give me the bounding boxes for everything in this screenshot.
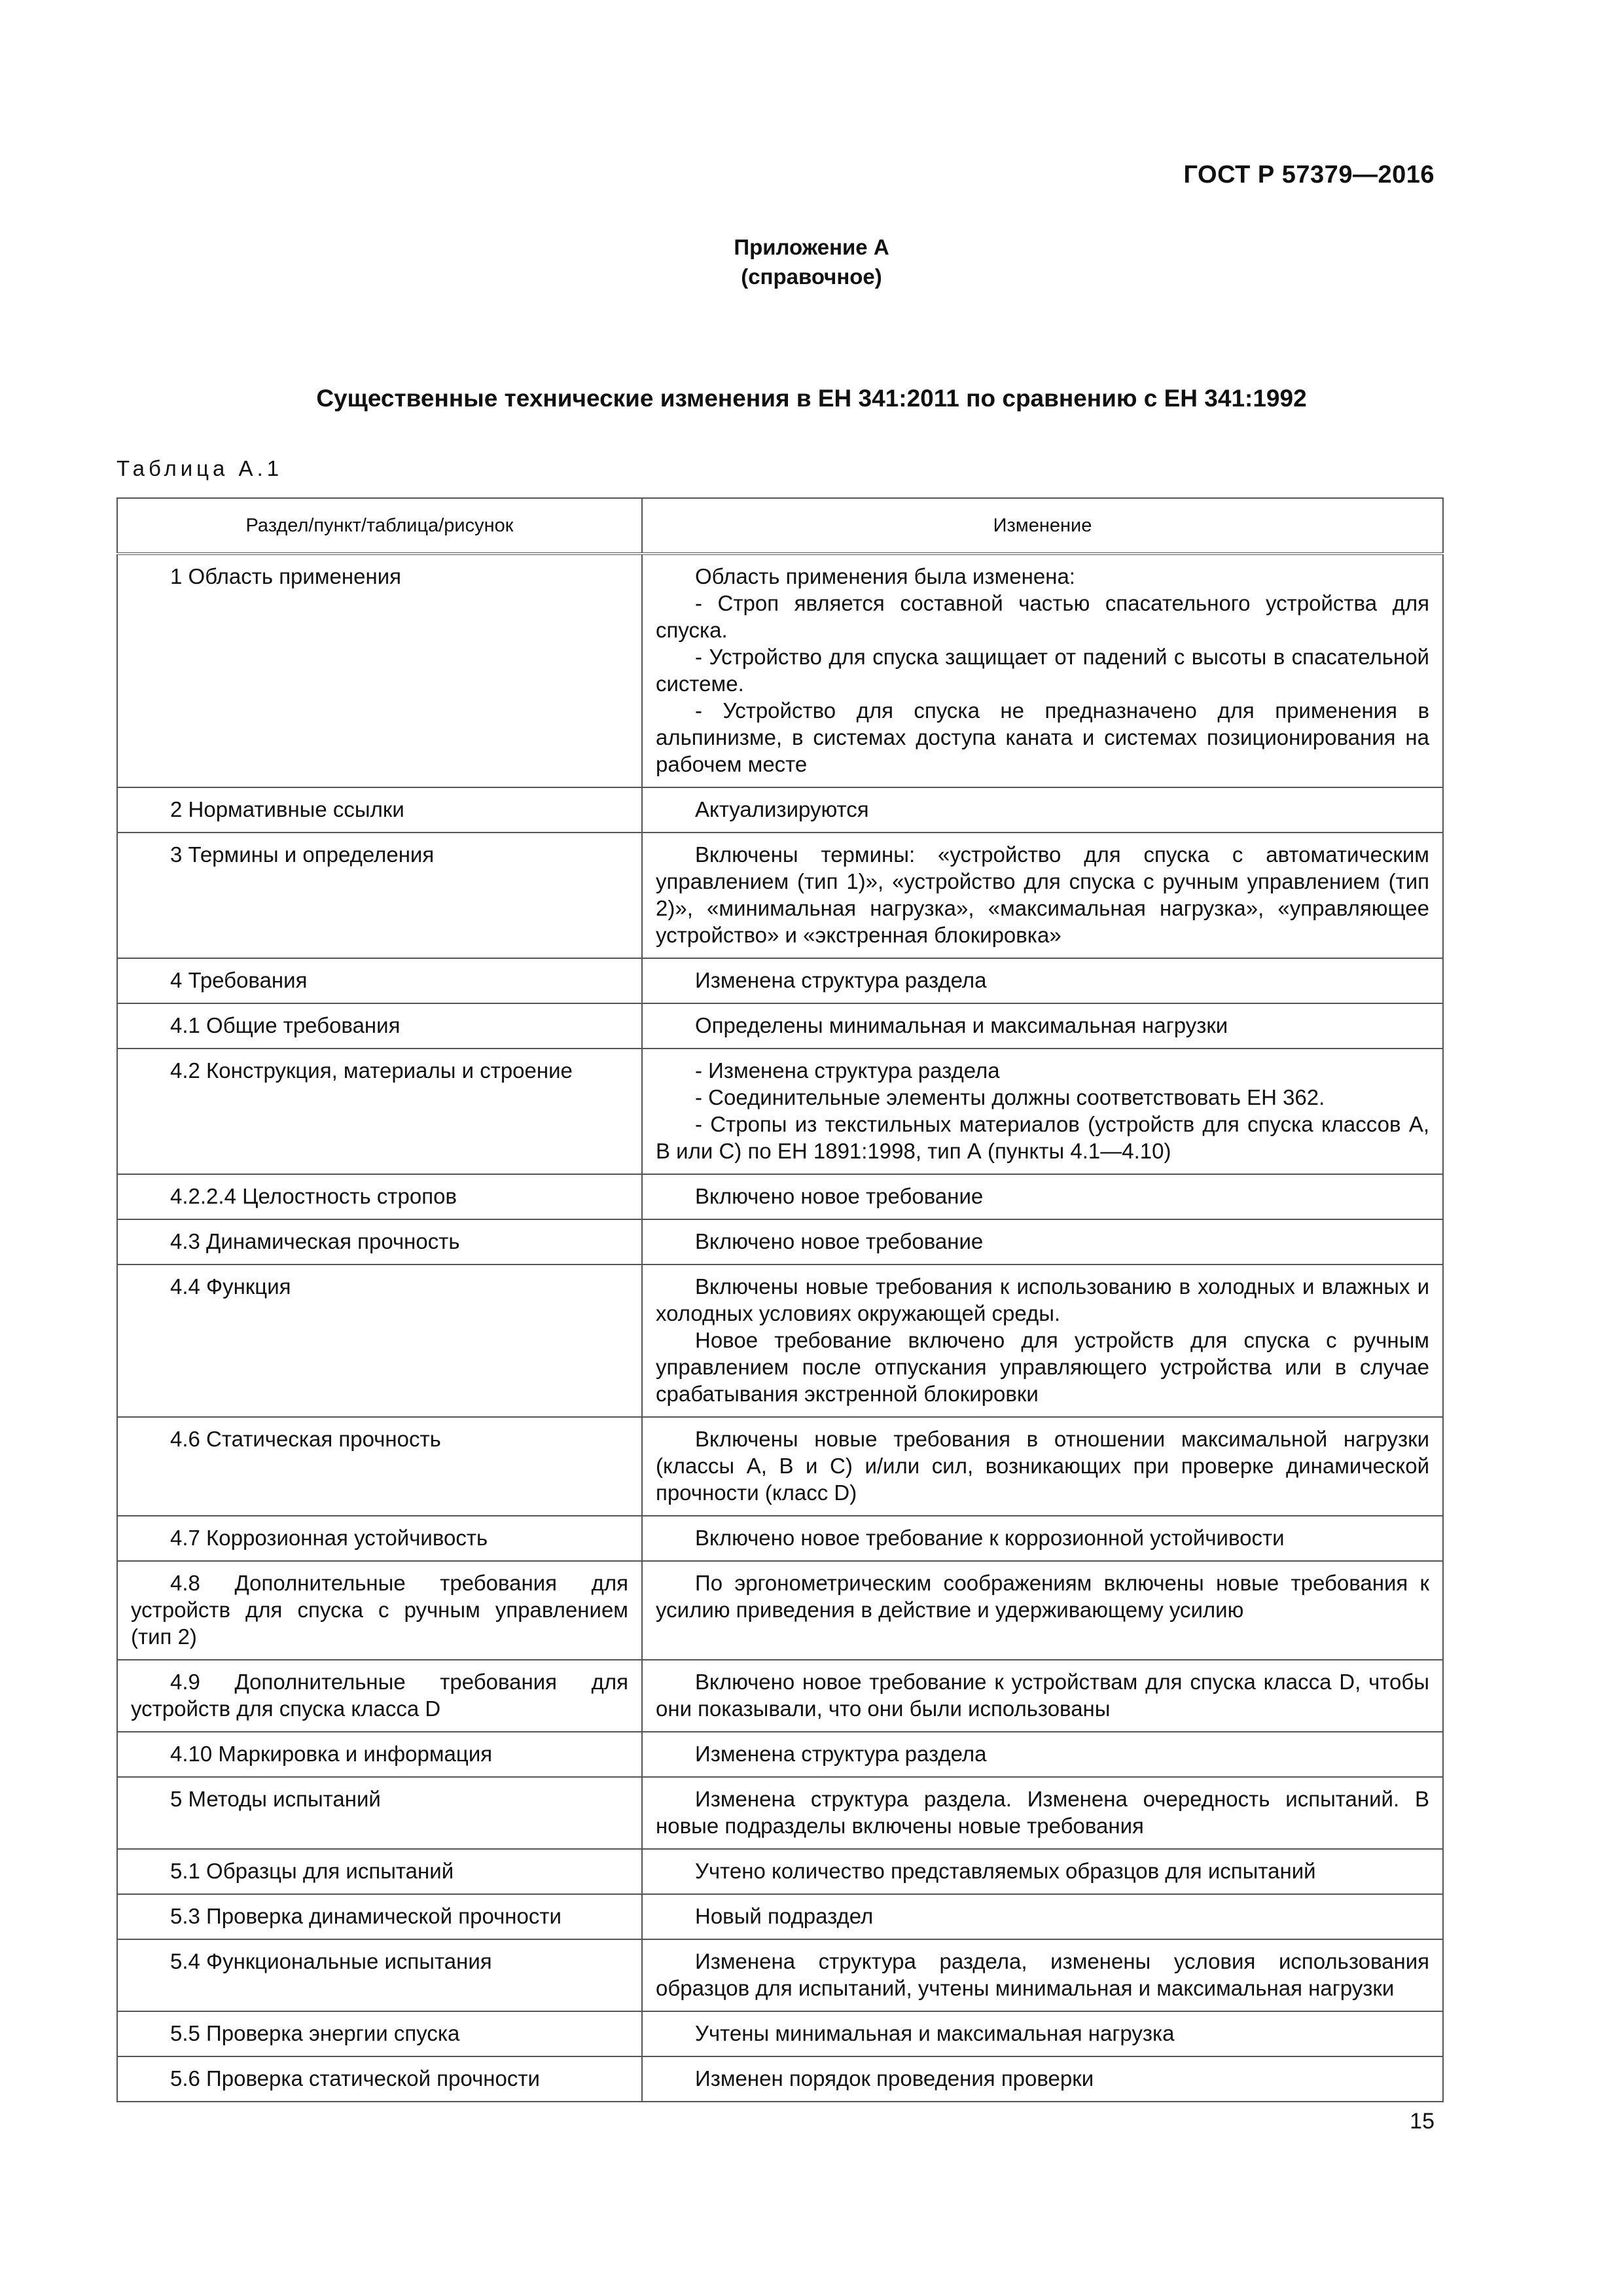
change-cell	[642, 1777, 1443, 1849]
change-cell	[642, 1894, 1443, 1939]
changes-table	[116, 497, 1444, 2102]
change-text: Включено новое требование к коррозионной устойчивости	[695, 1526, 1285, 1550]
change-cell	[642, 1049, 1443, 1174]
table-caption: Таблица А.1	[116, 456, 283, 480]
table-row	[117, 1660, 1443, 1732]
section-cell: 4 Требования	[117, 958, 642, 1003]
section-cell: 4.3 Динамическая прочность	[117, 1219, 642, 1265]
change-text: Включено новое требование	[695, 1184, 984, 1208]
table-row	[117, 1849, 1443, 1894]
change-text: Определены минимальная и максимальная нагрузки	[695, 1013, 1228, 1037]
section-cell: 5.4 Функциональные испытания	[117, 1939, 642, 2011]
change-cell	[642, 958, 1443, 1003]
change-text: Изменена структура раздела	[695, 968, 987, 992]
change-cell	[642, 1265, 1443, 1417]
table-header-row	[117, 498, 1443, 554]
table-row	[117, 1939, 1443, 2011]
section-cell: 4.9 Дополнительные требования для устройств для спуска класса D	[117, 1660, 642, 1732]
table-row	[117, 1777, 1443, 1849]
change-text: Область применения была изменена:	[695, 564, 1075, 588]
annex-subtitle: (справочное)	[741, 264, 882, 289]
change-cell	[642, 1174, 1443, 1219]
page-title: Существенные технические изменения в ЕН 341:2011 по сравнению с ЕН 341:1992	[316, 385, 1307, 412]
table-row	[117, 787, 1443, 833]
change-cell	[642, 833, 1443, 958]
change-text: - Соединительные элементы должны соответствовать ЕН 362.	[695, 1085, 1325, 1109]
change-text: Актуализируются	[695, 797, 869, 821]
change-text: - Строп является составной частью спасательного устройства для спуска.	[656, 591, 1429, 642]
table-row	[117, 2056, 1443, 2102]
section-cell: 4.10 Маркировка и информация	[117, 1732, 642, 1777]
change-cell	[642, 1219, 1443, 1265]
change-text: Включено новое требование к устройствам для спуска класса D, чтобы они показывали, что они были использованы	[656, 1670, 1429, 1721]
change-cell	[642, 1732, 1443, 1777]
section-cell: 4.8 Дополнительные требования для устройств для спуска с ручным управлением (тип 2)	[117, 1561, 642, 1660]
annex-heading	[0, 232, 1623, 291]
change-text: - Изменена структура раздела	[695, 1058, 1000, 1083]
section-cell: 4.1 Общие требования	[117, 1003, 642, 1049]
section-cell: 5.6 Проверка статической прочности	[117, 2056, 642, 2102]
table-row	[117, 1265, 1443, 1417]
change-text: Новый подраздел	[695, 1904, 874, 1928]
page-number: 15	[1410, 2109, 1435, 2134]
change-text: Изменен порядок проведения проверки	[695, 2066, 1094, 2090]
change-cell	[642, 1003, 1443, 1049]
table-row	[117, 1417, 1443, 1516]
section-cell: 3 Термины и определения	[117, 833, 642, 958]
document-id: ГОСТ Р 57379—2016	[1183, 161, 1435, 188]
change-text: Включено новое требование	[695, 1229, 984, 1253]
change-text: Учтено количество представляемых образцов для испытаний	[695, 1859, 1316, 1883]
table-row	[117, 1732, 1443, 1777]
header-change: Изменение	[642, 498, 1443, 554]
change-cell	[642, 1561, 1443, 1660]
section-cell: 5 Методы испытаний	[117, 1777, 642, 1849]
change-text: Учтены минимальная и максимальная нагрузка	[695, 2021, 1175, 2045]
change-text: Включены новые требования к использованию в холодных и влажных и холодных условиях окружающей среды.	[656, 1274, 1429, 1325]
annex-title: Приложение А	[734, 235, 889, 259]
change-cell	[642, 1417, 1443, 1516]
change-cell	[642, 554, 1443, 787]
table-row	[117, 1003, 1443, 1049]
section-cell: 4.2.2.4 Целостность стропов	[117, 1174, 642, 1219]
table-body	[117, 554, 1443, 2102]
section-cell: 2 Нормативные ссылки	[117, 787, 642, 833]
section-cell: 5.5 Проверка энергии спуска	[117, 2011, 642, 2056]
header-section: Раздел/пункт/таблица/рисунок	[117, 498, 642, 554]
change-cell	[642, 1660, 1443, 1732]
table-row	[117, 1894, 1443, 1939]
section-cell: 4.4 Функция	[117, 1265, 642, 1417]
change-text: Изменена структура раздела, изменены условия использования образцов для испытаний, учтены минимальная и максимальная нагрузки	[656, 1949, 1429, 2000]
section-cell: 4.7 Коррозионная устойчивость	[117, 1516, 642, 1561]
change-text: Включены термины: «устройство для спуска с автоматическим управлением (тип 1)», «устройство для спуска с ручным управлением (тип 2)», «минимальная нагрузка», «максимальная нагрузка», «управляющее устройство» и «экстренная блокировка»	[656, 842, 1429, 947]
change-text: Изменена структура раздела	[695, 1742, 987, 1766]
change-text: - Устройство для спуска защищает от падений с высоты в спасательной системе.	[656, 645, 1429, 696]
table-row	[117, 554, 1443, 787]
change-cell	[642, 1516, 1443, 1561]
table-row	[117, 1516, 1443, 1561]
change-text: Новое требование включено для устройств для спуска с ручным управлением после отпускания управляющего устройства или в случае срабатывания экстренной блокировки	[656, 1328, 1429, 1406]
section-cell: 4.2 Конструкция, материалы и строение	[117, 1049, 642, 1174]
change-text: - Стропы из текстильных материалов (устройств для спуска классов А, В или С) по ЕН 1891:1998, тип А (пункты 4.1—4.10)	[656, 1112, 1429, 1163]
section-cell: 4.6 Статическая прочность	[117, 1417, 642, 1516]
change-cell	[642, 1939, 1443, 2011]
change-cell	[642, 1849, 1443, 1894]
table-row	[117, 1219, 1443, 1265]
change-text: По эргонометрическим соображениям включены новые требования к усилию приведения в действие и удерживающему усилию	[656, 1571, 1429, 1622]
change-text: Изменена структура раздела. Изменена очередность испытаний. В новые подразделы включены новые требования	[656, 1787, 1429, 1838]
table-row	[117, 1174, 1443, 1219]
section-cell: 5.3 Проверка динамической прочности	[117, 1894, 642, 1939]
change-cell	[642, 2056, 1443, 2102]
table-row	[117, 1049, 1443, 1174]
change-text: - Устройство для спуска не предназначено для применения в альпинизме, в системах доступа каната и системах позиционирования на рабочем месте	[656, 698, 1429, 776]
table-row	[117, 833, 1443, 958]
section-cell: 1 Область применения	[117, 554, 642, 787]
change-text: Включены новые требования в отношении максимальной нагрузки (классы А, В и С) и/или сил, возникающих при проверке динамической прочности (класс D)	[656, 1427, 1429, 1505]
table-row	[117, 2011, 1443, 2056]
table-row	[117, 958, 1443, 1003]
change-cell	[642, 2011, 1443, 2056]
table-row	[117, 1561, 1443, 1660]
section-cell: 5.1 Образцы для испытаний	[117, 1849, 642, 1894]
change-cell	[642, 787, 1443, 833]
